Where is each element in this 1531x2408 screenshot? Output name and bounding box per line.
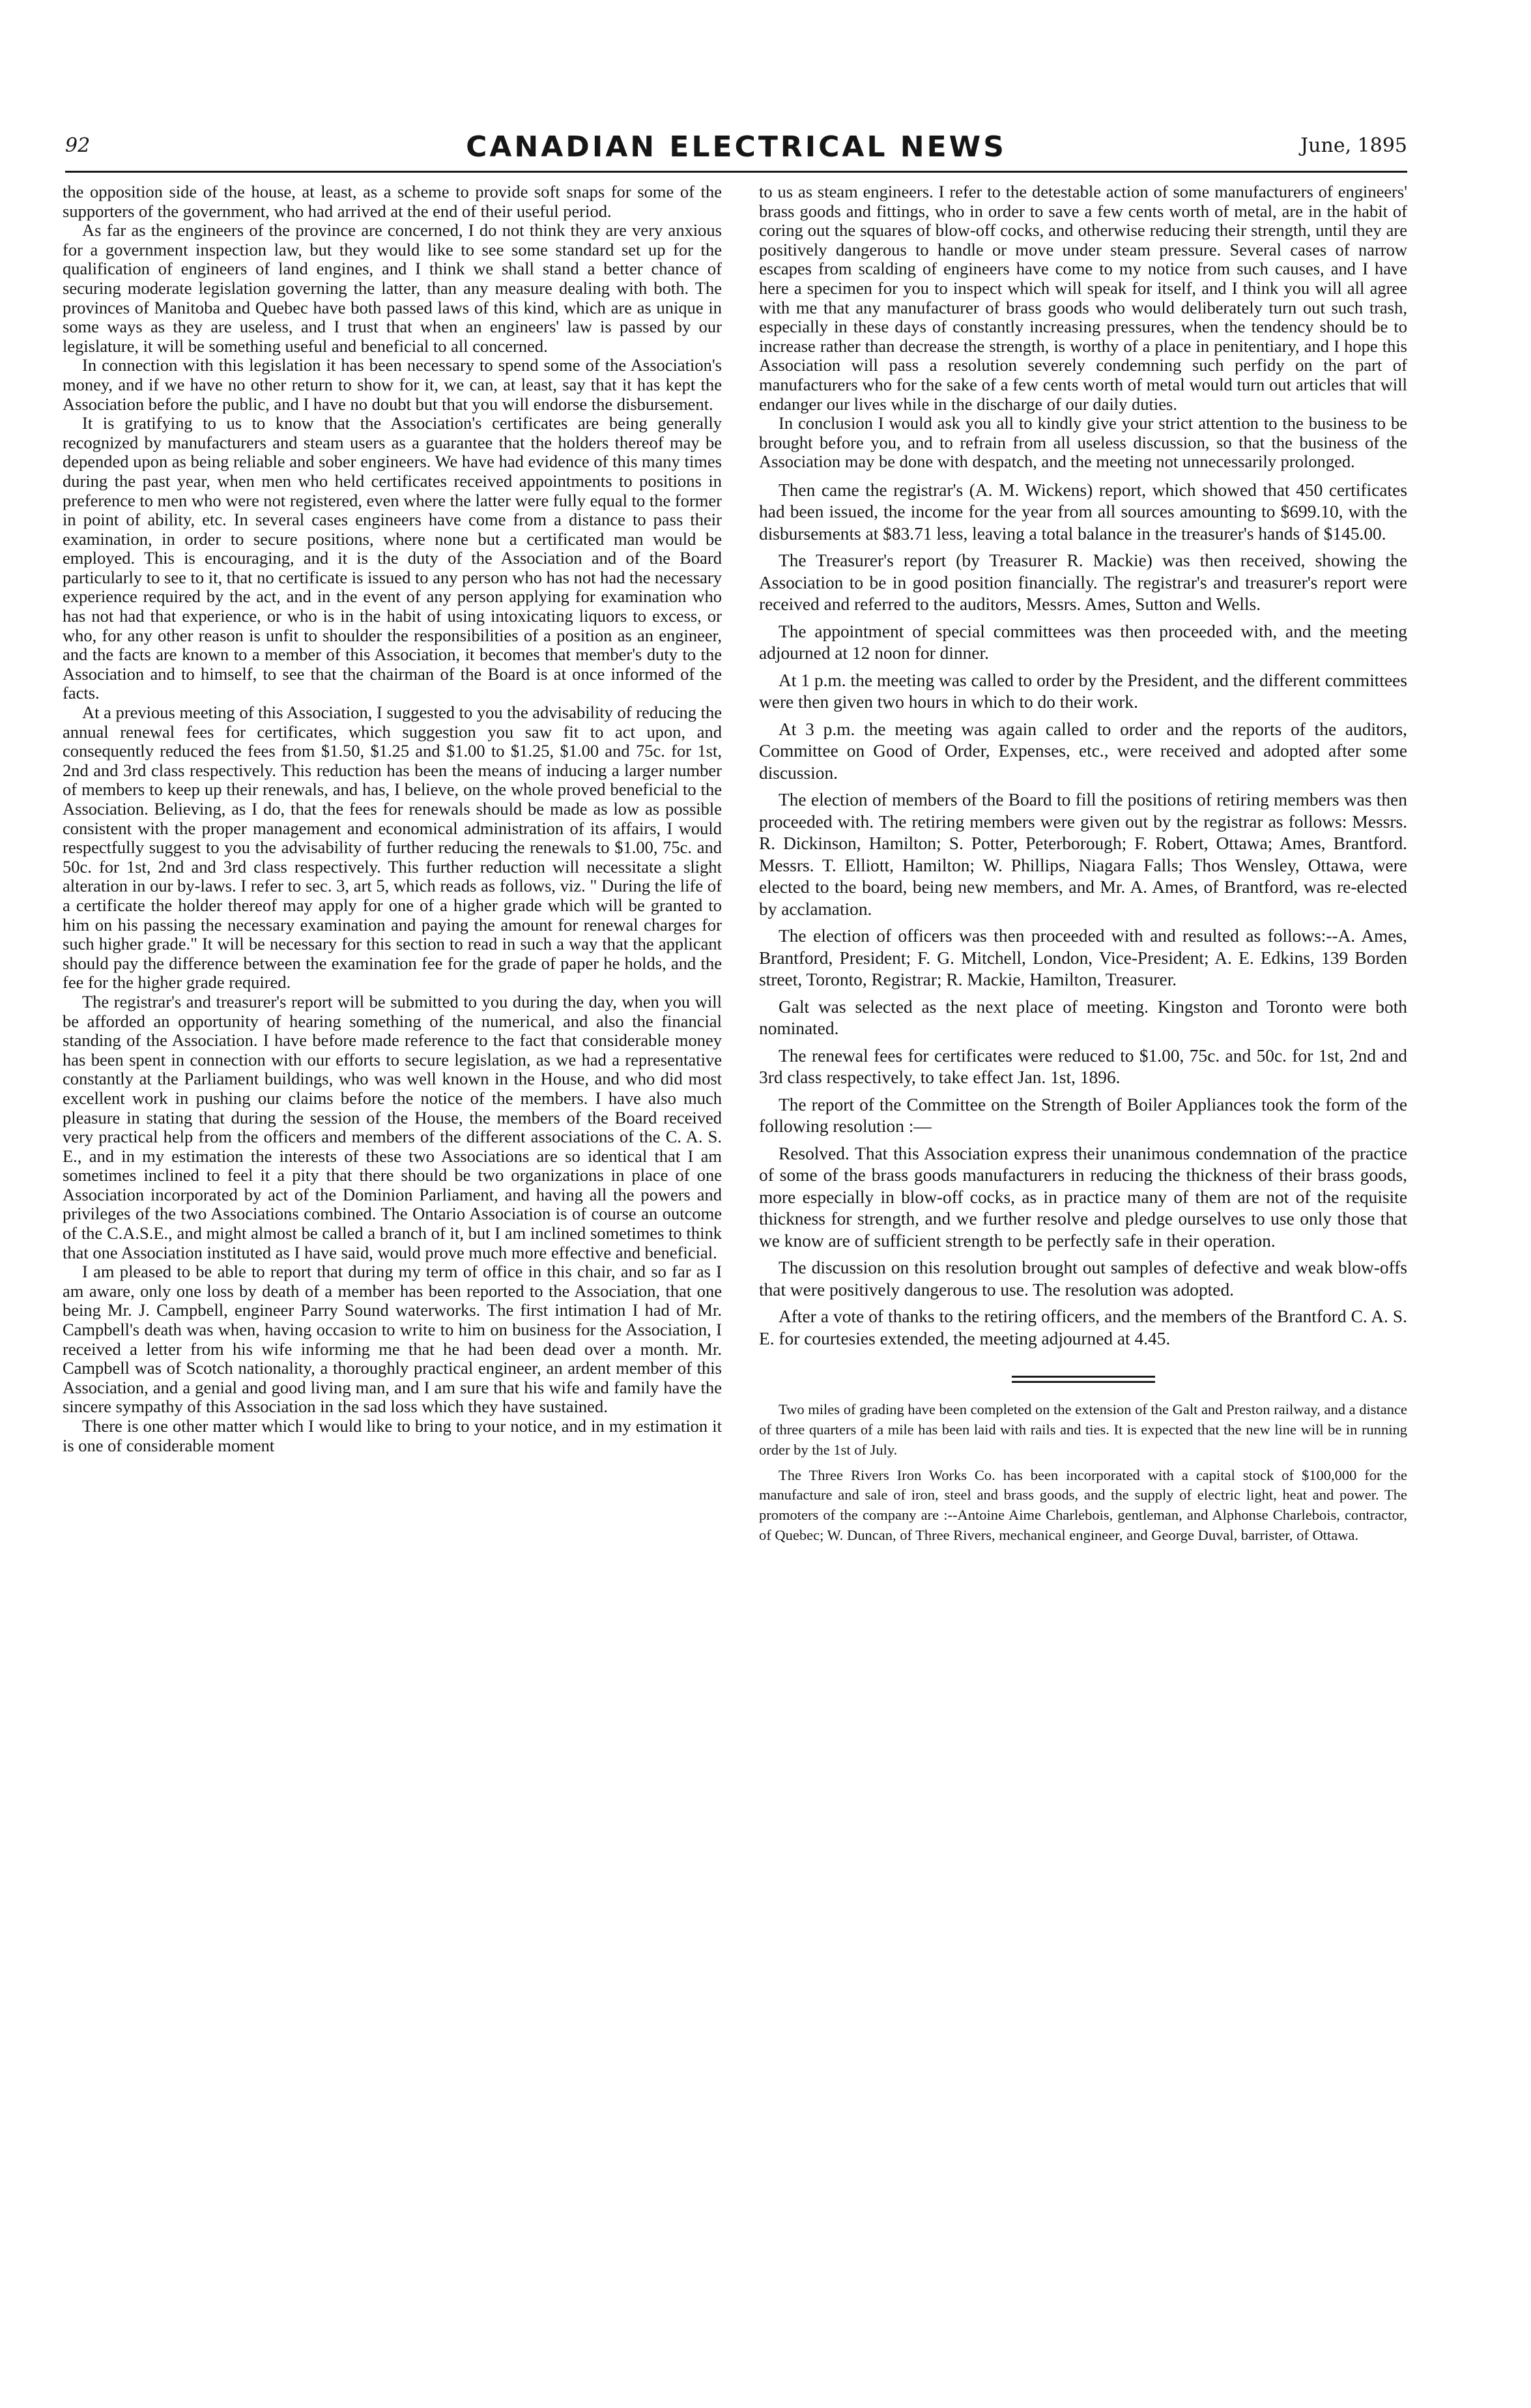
report-paragraph: The report of the Committee on the Strength of Boiler Appliances took the form of the following resolution :—	[759, 1094, 1407, 1137]
page-header	[65, 130, 1407, 169]
left-paragraph: In connection with this legislation it has been necessary to spend some of the Association's money, and if we have no other return to show for it, we can, at least, say that it has kept the Association before the public, and I have no doubt but that you will endorse the disbursement.	[63, 355, 722, 414]
left-paragraph: There is one other matter which I would like to bring to your notice, and in my estimation it is one of considerable moment	[63, 1416, 722, 1455]
news-note: The Three Rivers Iron Works Co. has been incorporated with a capital stock of $100,000 for the manufacture and sale of iron, steel and brass goods, and the supply of electric light, heat and power. The promoters of the company are :--Antoine Aime Charlebois, gentleman, and Alphonse Charlebois, contractor, of Quebec; W. Duncan, of Three Rivers, mechanical engineer, and George Duval, barrister, of Ottawa.	[759, 1466, 1407, 1543]
left-paragraph: I am pleased to be able to report that during my term of office in this chair, and so far as I am aware, only one loss by death of a member has been reported to the Association, that one being Mr. J. Campbell, engineer Parry Sound waterworks. The first intimation I had of Mr. Campbell's death was when, having occasion to write to him on business for the Association, I received a letter from his wife informing me that he had been dead over a month. Mr. Campbell was of Scotch nationality, a thoroughly practical engineer, an ardent member of this Association, and a genial and good living man, and I am sure that his wife and family have the sincere sympathy of this Association in the sad loss which they have sustained.	[63, 1262, 722, 1417]
page-number: 92	[65, 134, 91, 157]
report-paragraph: Then came the registrar's (A. M. Wickens) report, which showed that 450 certificates had been issued, the income for the year from all sources amounting to $699.10, with the disbursements at $83.71 less, leaving a total balance in the treasurer's hands of $145.00.	[759, 480, 1407, 544]
issue-date: June, 1895	[1300, 134, 1407, 157]
report-paragraph: Resolved. That this Association express their unanimous condemnation of the practice of some of the brass goods manufacturers in reducing the thickness of their brass goods, more especially in blow-off cocks, as in practice many of them are not of the requisite thickness for strength, and we further resolve and pledge ourselves to use only those that we know are of sufficient strength to be perfectly safe in their operation.	[759, 1143, 1407, 1251]
report-paragraph: At 3 p.m. the meeting was again called to order and the reports of the auditors, Committee on Good of Order, Expenses, etc., were received and adopted after some discussion.	[759, 719, 1407, 783]
section-divider	[1012, 1376, 1155, 1383]
left-paragraph: As far as the engineers of the province are concerned, I do not think they are very anxious for a government inspection law, but they would like to see some standard set up for the qualification of engineers of land engines, and I think we shall stand a better chance of securing moderate legislation governing the latter, than any measure dealing with both. The provinces of Manitoba and Quebec have both passed laws of this kind, which are as unique in some ways as they are useless, and I trust that when an engineers' law is passed by our legislature, it will be something useful and beneficial to all concerned.	[63, 220, 722, 356]
right-paragraph: In conclusion I would ask you all to kindly give your strict attention to the business to be brought before you, and to refrain from all useless discussion, so that the business of the Association may be done with despatch, and the meeting not unnecessarily prolonged.	[759, 413, 1407, 472]
meeting-report	[759, 480, 1407, 1350]
report-paragraph: The renewal fees for certificates were reduced to $1.00, 75c. and 50c. for 1st, 2nd and 3rd class respectively, to take effect Jan. 1st, 1896.	[759, 1045, 1407, 1088]
right-column	[759, 182, 1407, 1550]
report-paragraph: At 1 p.m. the meeting was called to order by the President, and the different committees were then given two hours in which to do their work.	[759, 670, 1407, 712]
report-paragraph: After a vote of thanks to the retiring officers, and the members of the Brantford C. A. S. E. for courtesies extended, the meeting adjourned at 4.45.	[759, 1307, 1407, 1348]
left-paragraph: the opposition side of the house, at least, as a scheme to provide soft snaps for some of the supporters of the government, who had arrived at the end of their useful period.	[63, 182, 722, 221]
right-paragraph: to us as steam engineers. I refer to the detestable action of some manufacturers of engineers' brass goods and fittings, who in order to save a few cents worth of metal, are in the habit of coring out the squares of blow-off cocks, and otherwise reducing their strength, until they are positively dangerous to handle or move under steam pressure. Several cases of narrow escapes from scalding of engineers have come to my notice from such causes, and I have here a specimen for you to inspect which will speak for itself, and I think you will all agree with me that any manufacturer of brass goods who would deliberately turn out such trash, especially in these days of constantly increasing pressures, when the tendency should be to increase rather than decrease the strength, is worthy of a place in penitentiary, and I hope this Association will pass a resolution severely condemning such perfidy on the part of manufacturers who for the sake of a few cents worth of metal would turn out articles that will endanger our lives while in the discharge of our daily duties.	[759, 182, 1407, 414]
header-rule	[65, 171, 1407, 173]
report-paragraph: The election of officers was then proceeded with and resulted as follows:--A. Ames, Brantford, President; F. G. Mitchell, London, Vice-President; A. E. Edkins, 139 Borden street, Toronto, Registrar; R. Mackie, Hamilton, Treasurer.	[759, 926, 1407, 990]
report-paragraph: The election of members of the Board to fill the positions of retiring members was then proceeded with. The retiring members were given out by the registrar as follows: Messrs. R. Dickinson, Hamilton; S. Potter, Peterborough; F. Robert, Ottawa; Ames, Brantford. Messrs. T. Elliott, Hamilton; W. Phillips, Niagara Falls; Thos Wensley, Ottawa, were elected to the board, being new members, and Mr. A. Ames, of Brantford, was re-elected by acclamation.	[759, 790, 1407, 919]
left-paragraph: The registrar's and treasurer's report will be submitted to you during the day, when you will be afforded an opportunity of hearing something of the numerical, and also the financial standing of the Association. I have before made reference to the fact that considerable money has been spent in connection with our efforts to secure legislation, as we had a representative constantly at the Parliament buildings, who was well known in the House, and who did most excellent work in pushing our claims before the notice of the members. I have also much pleasure in stating that during the session of the House, the members of the Board received very practical help from the officers and members of the different associations of the C. A. S. E., and in my estimation the interests of these two Associations are so identical that I am sometimes inclined to feel it a pity that there should be two organizations in place of one Association incorporated by act of the Dominion Parliament, and having all the powers and privileges of the two Associations combined. The Ontario Association is of course an outcome of the C.A.S.E., and might almost be called a branch of it, but I am inclined sometimes to think that one Association instituted as I have said, would prove much more effective and beneficial.	[63, 991, 722, 1262]
left-paragraph: At a previous meeting of this Association, I suggested to you the advisability of reducing the annual renewal fees for certificates, which suggestion you saw fit to act upon, and consequently reduced the fees from $1.50, $1.25 and $1.00 to $1.25, $1.00 and 75c. for 1st, 2nd and 3rd class respectively. This reduction has been the means of inducing a larger number of members to keep up their renewals, and has, I believe, on the whole proved beneficial to the Association. Believing, as I do, that the fees for renewals should be made as low as possible consistent with the proper management and economical administration of its affairs, I would respectfully suggest to you the advisability of further reducing the renewals to $1.00, 75c. and 50c. for 1st, 2nd and 3rd class respectively. This further reduction will necessitate a slight alteration in our by-laws. I refer to sec. 3, art 5, which reads as follows, viz. " During the life of a certificate the holder thereof may apply for one of a higher grade which will be granted to him on his passing the necessary examination and paying the amount for renewal charges for such higher grade." It will be necessary for this section to read in such a way that the applicant should pay the difference between the examination fee for the grade of paper he holds, and the fee for the higher grade required.	[63, 703, 722, 993]
news-notes	[759, 1400, 1407, 1545]
report-paragraph: Galt was selected as the next place of meeting. Kingston and Toronto were both nominated.	[759, 996, 1407, 1039]
right-column-continuation	[759, 182, 1407, 472]
left-column	[63, 182, 722, 1455]
report-paragraph: The Treasurer's report (by Treasurer R. Mackie) was then received, showing the Association to be in good position financially. The registrar's and treasurer's report were received and referred to the auditors, Messrs. Ames, Sutton and Wells.	[759, 551, 1407, 615]
report-paragraph: The discussion on this resolution brought out samples of defective and weak blow-offs that were positively dangerous to use. The resolution was adopted.	[759, 1258, 1407, 1299]
left-paragraph: It is gratifying to us to know that the Association's certificates are being generally recognized by manufacturers and steam users as a guarantee that the holders thereof may be depended upon as being reliable and sober engineers. We have had evidence of this many times during the past year, when men who held certificates received appointments to positions in preference to men who were not registered, even where the latter were fully equal to the former in point of ability, etc. In several cases engineers have come from a distance to pass their examination, in order to secure positions, where none but a certificated man would be employed. This is encouraging, and it is the duty of the Association and of the Board particularly to see to it, that no certificate is issued to any person who has not had the necessary experience required by the act, and in the event of any person applying for examination who has not had that experience, or who is in the habit of using intoxicating liquors to excess, or who, for any other reason is unfit to shoulder the responsibilities of a position as an engineer, and the facts are known to a member of this Association, it becomes that member's duty to the Association and to himself, to see that the chairman of the Board is at once informed of the facts.	[63, 413, 722, 703]
news-note: Two miles of grading have been completed on the extension of the Galt and Preston railway, and a distance of three quarters of a mile has been laid with rails and ties. It is expected that the new line will be in running order by the 1st of July.	[759, 1401, 1407, 1458]
masthead-title: CANADIAN ELECTRICAL NEWS	[466, 130, 1007, 164]
report-paragraph: The appointment of special committees was then proceeded with, and the meeting adjourned at 12 noon for dinner.	[759, 621, 1407, 663]
